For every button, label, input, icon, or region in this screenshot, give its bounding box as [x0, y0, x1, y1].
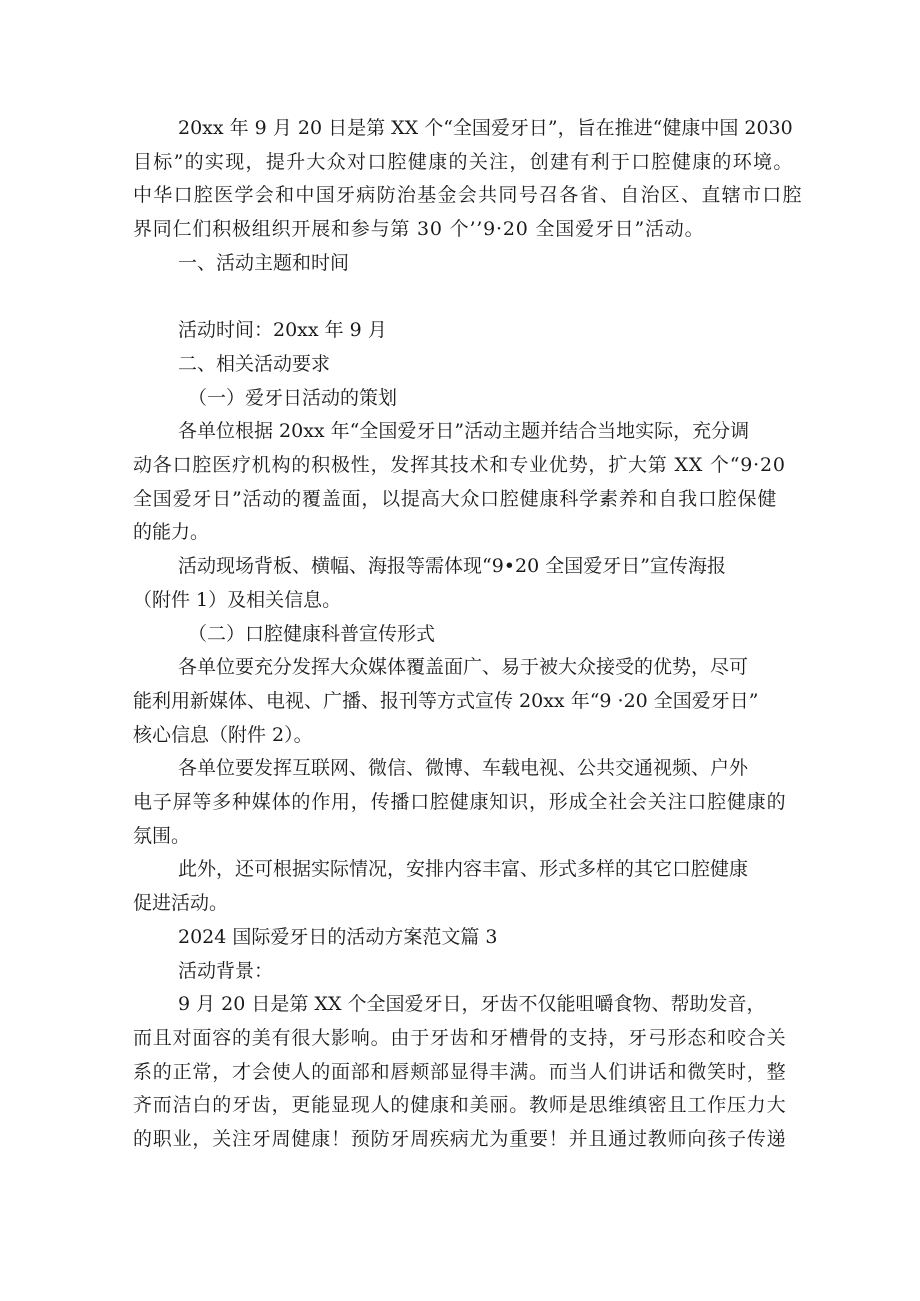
paragraph-line: 全国爱牙日”活动的覆盖面，以提高大众口腔健康科学素养和自我口腔保健: [133, 487, 778, 510]
paragraph-line: 促进活动。: [133, 892, 229, 915]
article-title: 2024 国际爱牙日的活动方案范文篇 3: [178, 925, 498, 948]
section-heading: 一、活动主题和时间: [178, 251, 350, 274]
paragraph-line: 各单位要充分发挥大众媒体覆盖面广、易于被大众接受的优势，尽可: [178, 656, 749, 679]
paragraph-line: 动各口腔医疗机构的积极性，发挥其技术和专业优势，扩大第 XX 个“9·20: [133, 454, 786, 477]
paragraph-line: 活动时间：20xx 年 9 月: [178, 319, 387, 342]
paragraph-line: 20xx 年 9 月 20 日是第 XX 个“全国爱牙日”，旨在推进“健康中国 2030: [178, 117, 793, 139]
paragraph-line: 能利用新媒体、电视、广播、报刊等方式宣传 20xx 年“9 ·20 全国爱牙日”: [133, 689, 759, 712]
paragraph-label: 活动背景：: [178, 959, 274, 982]
paragraph-line: 此外，还可根据实际情况，安排内容丰富、形式多样的其它口腔健康: [178, 858, 749, 881]
paragraph-line: 齐而洁白的牙齿，更能显现人的健康和美丽。教师是思维缜密且工作压力大: [133, 1094, 787, 1117]
paragraph-line: 中华口腔医学会和中国牙病防治基金会共同号召各省、自治区、直辖市口腔: [133, 184, 803, 207]
paragraph-line: 目标”的实现，提升大众对口腔健康的关注，创建有利于口腔健康的环境。: [133, 150, 794, 173]
paragraph-line: 而且对面容的美有很大影响。由于牙齿和牙槽骨的支持，牙弓形态和咬合关: [133, 1026, 787, 1049]
paragraph-line: 9 月 20 日是第 XX 个全国爱牙日，牙齿不仅能咀嚼食物、帮助发音，: [178, 993, 766, 1016]
document-page: [133, 112, 803, 1157]
section-heading: 二、相关活动要求: [178, 352, 331, 375]
paragraph-line: 氛围。: [133, 824, 191, 847]
paragraph-line: 系的正常，才会使人的面部和唇颊部显得丰满。而当人们讲话和微笑时，整: [133, 1060, 787, 1083]
paragraph-line: 界同仁们积极组织开展和参与第 30 个’’9·20 全国爱牙日”活动。: [133, 218, 705, 241]
paragraph-line: 的能力。: [133, 521, 210, 544]
paragraph-line: 各单位根据 20xx 年“全国爱牙日”活动主题并结合当地实际，充分调: [178, 420, 750, 443]
paragraph-line: （附件 1）及相关信息。: [133, 588, 342, 611]
paragraph-line: 各单位要发挥互联网、微信、微博、车载电视、公共交通视频、户外: [178, 757, 749, 780]
paragraph-line: 活动现场背板、横幅、海报等需体现“9•20 全国爱牙日”宣传海报: [178, 555, 726, 578]
blank-line: [133, 281, 793, 315]
subsection-heading: （一）爱牙日活动的策划: [188, 386, 398, 409]
paragraph-line: 核心信息（附件 2）。: [133, 723, 313, 746]
paragraph-line: 电子屏等多种媒体的作用，传播口腔健康知识，形成全社会关注口腔健康的: [133, 791, 787, 814]
paragraph-line: 的职业，关注牙周健康！预防牙周疾病尤为重要！并且通过教师向孩子传递: [133, 1128, 787, 1151]
subsection-heading: （二）口腔健康科普宣传形式: [188, 622, 436, 645]
